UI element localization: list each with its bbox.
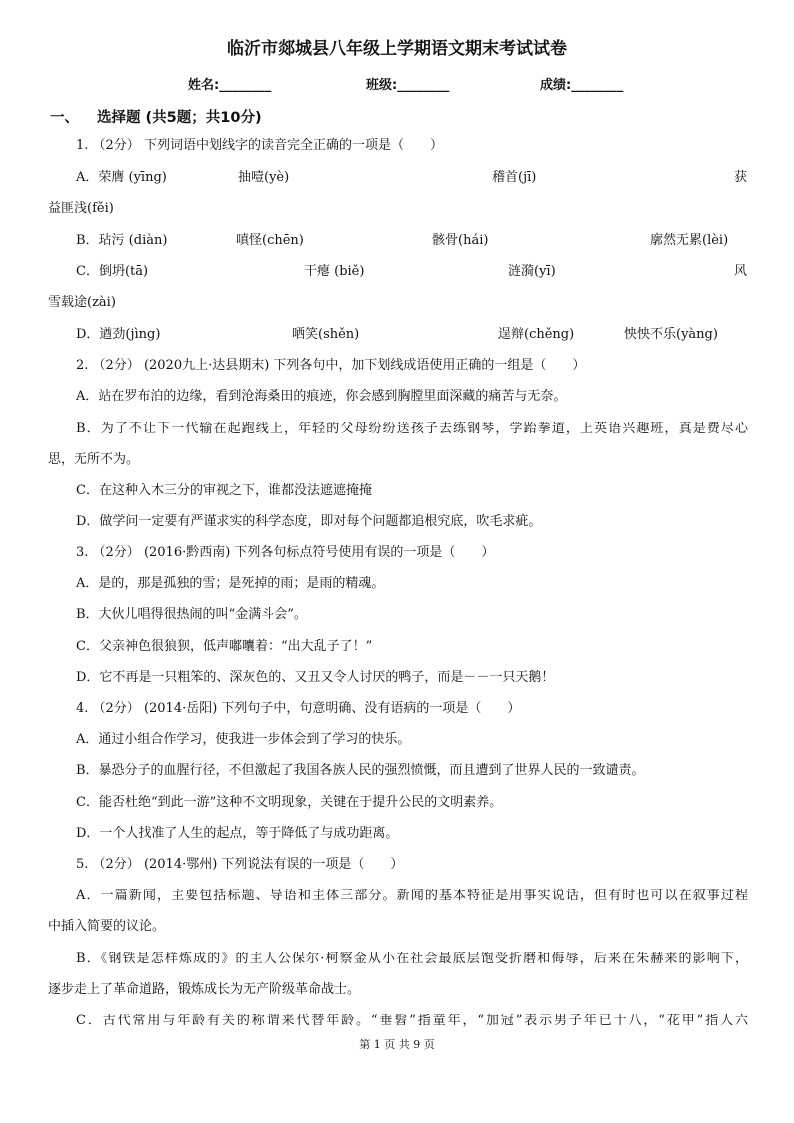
q1-d-part-1: D．遒劲(jìng) [76, 327, 161, 342]
q1-d-part-3: 逞辩(chěng) [498, 327, 575, 342]
q1-a-part-4: 获 [734, 170, 748, 185]
question-1-stem: 1. （2分） 下列词语中划线字的读音完全正确的一项是（ ） [76, 138, 443, 153]
question-1-option-c [76, 265, 748, 281]
question-2-option-a: A．站在罗布泊的边缘，看到沧海桑田的痕迹，你会感到胸膛里面深藏的痛苦与无奈。 [76, 389, 567, 404]
question-5-option-a: A．一篇新闻，主要包括标题、导语和主体三部分。新闻的基本特征是用事实说话，但有时也可以在叙事过程 [76, 889, 748, 902]
q1-c-part-2: 干瘪 (biě) [304, 264, 365, 279]
section-heading [50, 106, 262, 127]
page-footer [0, 1036, 794, 1052]
question-2-stem: 2. （2分） (2020九上·达县期末) 下列各句中，加下划线成语使用正确的一组是（ ） [76, 358, 586, 373]
question-5-option-b: B．《钢铁是怎样炼成的》的主人公保尔·柯察金从小在社会最底层饱受折磨和侮辱，后来在朱赫来的影响下， [76, 952, 748, 965]
page-number: 第 1 页 共 9 页 [359, 1038, 435, 1051]
question-3-stem: 3. （2分） (2016·黔西南) 下列各句标点符号使用有误的一项是（ ） [76, 545, 495, 560]
class-field[interactable]: 班级:________ [366, 78, 450, 93]
question-4-option-b: B．暴恐分子的血腥行径，不但激起了我国各族人民的强烈愤慨，而且遭到了世界人民的一致谴责。 [76, 763, 645, 778]
q1-a-part-1: A．荣膺 (yīng) [76, 170, 167, 185]
question-2-option-b-wrap: 思，无所不为。 [48, 452, 140, 467]
q1-b-part-4: 廓然无累(lèi) [650, 233, 729, 248]
score-field[interactable]: 成绩:________ [540, 78, 624, 93]
question-1-option-b [76, 234, 748, 250]
question-1-option-a [76, 171, 748, 187]
question-3-option-d: D．它不再是一只粗笨的、深灰色的、又丑又令人讨厌的鸭子，而是－－一只天鹅！ [76, 670, 555, 685]
section-title: 选择题 (共5题；共10分) [97, 110, 262, 126]
q1-b-part-3: 骸骨(hái) [432, 233, 489, 248]
question-3-option-a: A．是的，那是孤独的雪；是死掉的雨；是雨的精魂。 [76, 576, 385, 591]
question-3-option-c: C．父亲神色很狼狈，低声嘟囔着：“出大乱子了！” [76, 639, 373, 654]
question-2-option-c: C．在这种入木三分的审视之下，谁都没法遮遮掩掩 [76, 483, 372, 498]
question-1-option-a-wrap: 益匪浅(fěi) [48, 201, 114, 216]
question-1-option-d [76, 328, 748, 344]
q1-d-part-4: 怏怏不乐(yàng) [624, 327, 718, 342]
q1-c-part-1: C．倒坍(tā) [76, 264, 149, 279]
question-5-stem: 5. （2分） (2014·鄂州) 下列说法有误的一项是（ ） [76, 857, 404, 872]
q1-a-part-3: 稽首(jī) [492, 170, 537, 185]
question-5-option-b-wrap: 逐步走上了革命道路，锻炼成长为无产阶级革命战士。 [48, 982, 361, 997]
question-5-option-c: C．古代常用与年龄有关的称谓来代替年龄。“垂髫”指童年，“加冠”表示男子年已十八，“花甲”指人六 [76, 1014, 748, 1027]
question-2-option-b: B．为了不让下一代输在起跑线上，年轻的父母纷纷送孩子去练钢琴，学跆拳道，上英语兴趣班，真是费尽心 [76, 422, 748, 435]
question-1-option-c-wrap: 雪载途(zài) [48, 295, 116, 310]
section-number: 一、 [50, 110, 79, 126]
question-3-option-b: B．大伙儿唱得很热闹的叫“金满斗会”。 [76, 607, 307, 622]
q1-b-part-1: B．玷污 (diàn) [76, 233, 168, 248]
question-2-option-d: D．做学问一定要有严谨求实的科学态度，即对每个问题都追根究底，吹毛求疵。 [76, 514, 542, 529]
q1-c-part-4: 风 [734, 264, 748, 279]
question-4-option-a: A．通过小组合作学习，使我进一步体会到了学习的快乐。 [76, 732, 411, 747]
q1-c-part-3: 涟漪(yī) [508, 264, 556, 279]
student-info-row [0, 74, 794, 94]
question-4-stem: 4. （2分） (2014·岳阳) 下列句子中，句意明确、没有语病的一项是（ ） [76, 701, 521, 716]
name-field[interactable]: 姓名:________ [188, 78, 272, 93]
q1-b-part-2: 嗔怪(chēn) [236, 233, 304, 248]
question-4-option-d: D．一个人找准了人生的起点，等于降低了与成功距离。 [76, 826, 399, 841]
exam-title: 临沂市郯城县八年级上学期语文期末考试试卷 [227, 39, 567, 59]
q1-a-part-2: 抽噎(yè) [238, 170, 290, 185]
question-4-option-c: C．能否杜绝“到此一游”这种不文明现象，关键在于提升公民的文明素养。 [76, 795, 503, 810]
question-5-option-a-wrap: 中插入简要的议论。 [48, 919, 166, 934]
q1-d-part-2: 哂笑(shěn) [292, 327, 360, 342]
